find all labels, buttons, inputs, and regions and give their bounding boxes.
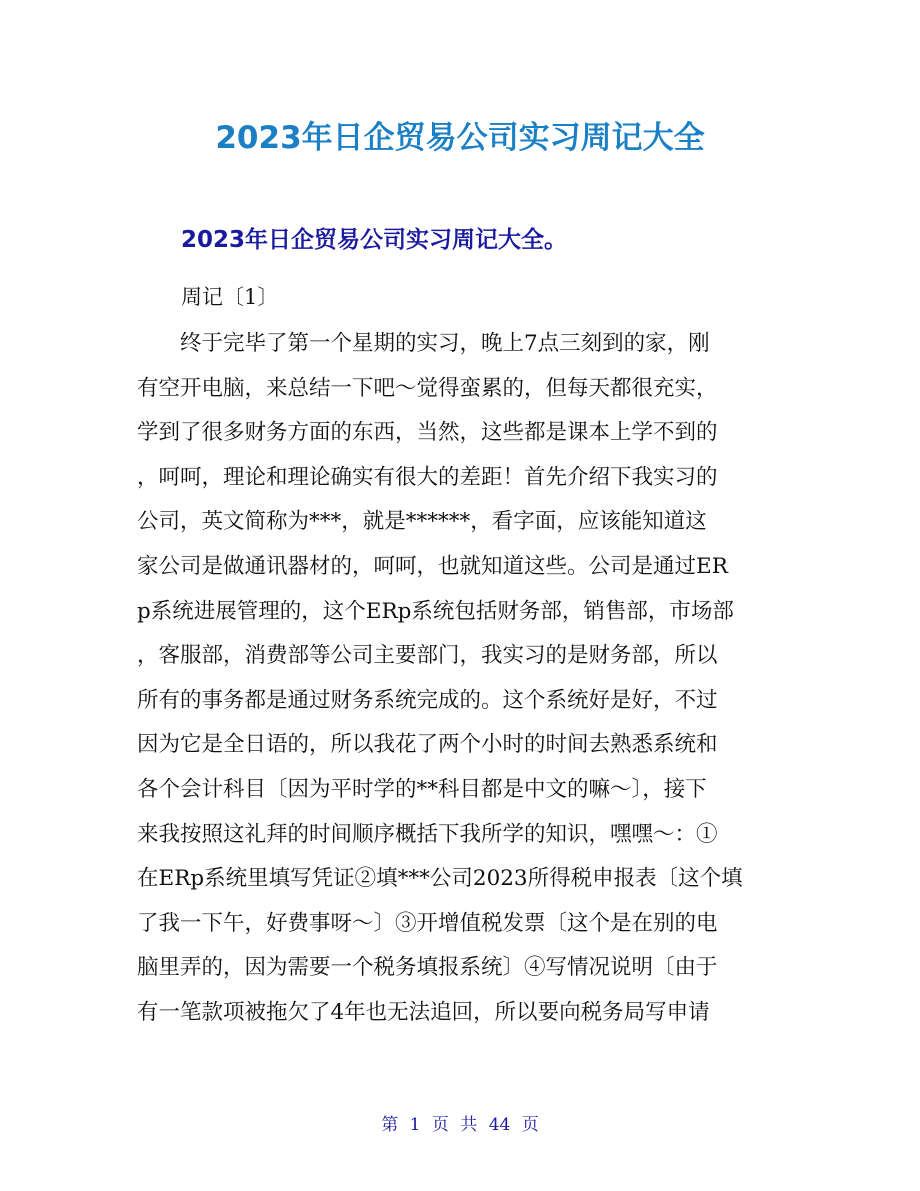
body-line: 有空开电脑，来总结一下吧～觉得蛮累的，但每天都很充实，: [137, 375, 718, 401]
section-label: 周记〔1〕: [181, 285, 279, 309]
body-paragraph: [137, 322, 787, 1036]
body-line: ，呵呵，理论和理论确实有很大的差距！首先介绍下我实习的: [137, 464, 718, 490]
body-line: 所有的事务都是通过财务系统完成的。这个系统好是好，不过: [137, 687, 718, 713]
body-line: 了我一下午，好费事呀～〕③开增值税发票〔这个是在别的电: [137, 910, 718, 936]
body-line: 因为它是全日语的，所以我花了两个小时的时间去熟悉系统和: [137, 732, 718, 758]
body-line: 有一笔款项被拖欠了4年也无法追回，所以要向税务局写申请: [137, 999, 710, 1025]
page-number: 第 1 页 共 44 页: [381, 1115, 539, 1135]
body-line: 各个会计科目〔因为平时学的**科目都是中文的嘛～〕，接下: [137, 776, 707, 802]
body-line: 来我按照这礼拜的时间顺序概括下我所学的知识，嘿嘿～：①: [137, 821, 718, 847]
body-line: 终于完毕了第一个星期的实习，晚上7点三刻到的家，刚: [137, 331, 710, 356]
body-line: 学到了很多财务方面的东西，当然，这些都是课本上学不到的: [137, 420, 718, 446]
document-subtitle: 2023年日企贸易公司实习周记大全。: [181, 227, 568, 253]
body-line: 公司，英文简称为***，就是******，看字面，应该能知道这: [137, 509, 707, 535]
body-line: 家公司是做通讯器材的，呵呵，也就知道这些。公司是通过ER: [137, 553, 728, 579]
body-line: ，客服部，消费部等公司主要部门，我实习的是财务部，所以: [137, 643, 718, 669]
body-line: 脑里弄的，因为需要一个税务填报系统〕④写情况说明〔由于: [137, 955, 718, 981]
body-line: p系统进展管理的，这个ERp系统包括财务部，销售部，市场部: [137, 598, 734, 624]
body-line: 在ERp系统里填写凭证②填***公司2023所得税申报表〔这个填: [137, 866, 743, 892]
document-title: 2023年日企贸易公司实习周记大全: [215, 120, 705, 156]
